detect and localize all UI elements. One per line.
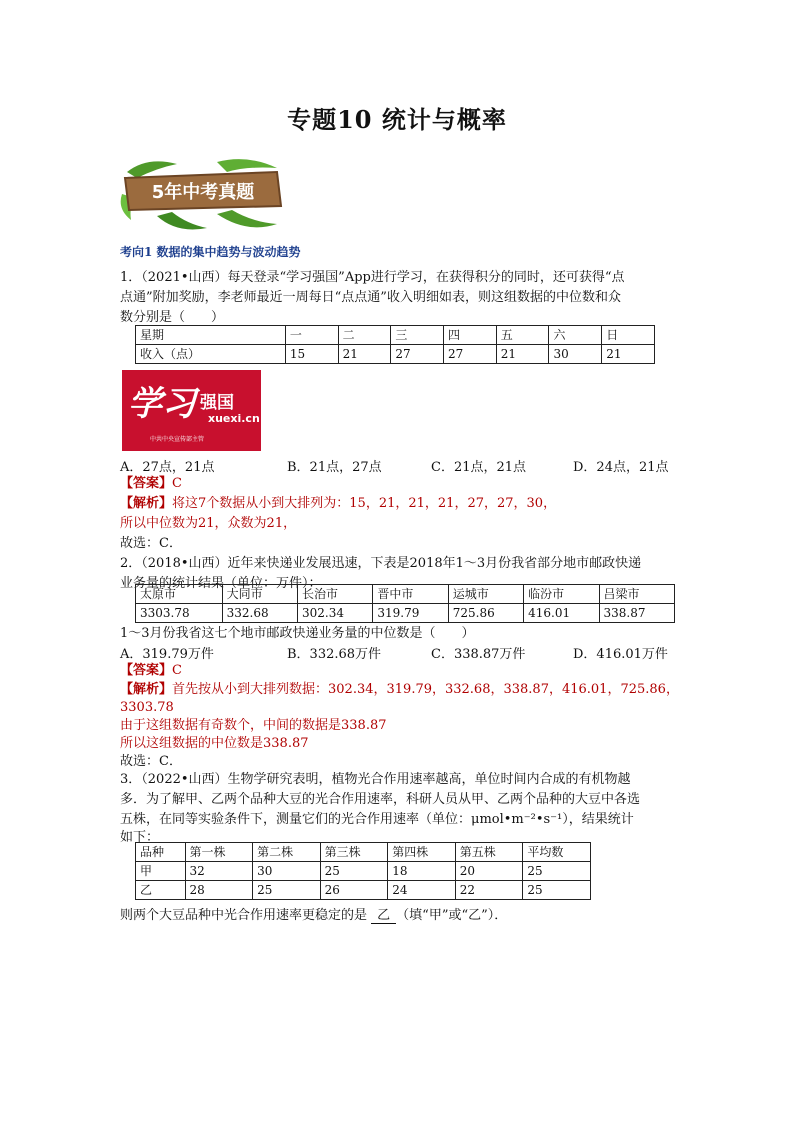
q1-table (135, 325, 655, 364)
q2-line2: 业务量的统计结果（单位：万件）： (120, 576, 322, 591)
table-cell: 吕梁市 (599, 585, 674, 604)
table-cell: 大同市 (222, 585, 297, 604)
table-cell: 30 (549, 345, 602, 364)
table-cell: 星期 (136, 326, 286, 345)
table-cell: 319.79 (373, 604, 448, 623)
table-cell: 临汾市 (524, 585, 599, 604)
table-cell: 21 (338, 345, 391, 364)
q1-option-c: C．21点，21点 (431, 460, 527, 475)
table-row (136, 843, 591, 862)
table-row (136, 881, 591, 900)
table-cell: 第三株 (320, 843, 388, 862)
q2-analysis-line2: 3303.78 (120, 700, 174, 715)
table-cell: 运城市 (448, 585, 523, 604)
table-cell: 日 (602, 326, 655, 345)
xuexi-logo (122, 370, 261, 451)
table-cell: 18 (388, 862, 456, 881)
table-row (136, 862, 591, 881)
q3-table (135, 842, 591, 900)
table-cell: 25 (523, 862, 591, 881)
table-cell: 725.86 (448, 604, 523, 623)
table-cell: 四 (444, 326, 497, 345)
table-cell: 六 (549, 326, 602, 345)
q2-question: 1～3月份我省这七个地市邮政快递业务量的中位数是（ ） (120, 626, 475, 641)
table-cell: 晋中市 (373, 585, 448, 604)
answer-blank: 乙 (371, 908, 396, 924)
q1-analysis-line2: 所以中位数为21，众数为21， (120, 516, 297, 531)
analysis-tag: 【解析】 (120, 496, 173, 511)
table-cell: 25 (320, 862, 388, 881)
q1-option-b: B．21点，27点 (287, 460, 382, 475)
q2-analysis-line4: 所以这组数据的中位数是338.87 (120, 736, 309, 751)
question-suffix: （填“甲”或“乙”）． (396, 908, 508, 923)
answer-tag: 【答案】 (120, 476, 173, 491)
logo-main-text: 学习 (128, 384, 196, 424)
table-cell: 21 (602, 345, 655, 364)
q3-line1: 3．（2022•山西）生物学研究表明，植物光合作用速率越高，单位时间内合成的有机物越 (120, 772, 631, 787)
q2-analysis (120, 680, 680, 700)
table-cell: 32 (185, 862, 253, 881)
q2-analysis-line3: 由于这组数据有奇数个，中间的数据是338.87 (120, 718, 387, 733)
table-cell: 二 (338, 326, 391, 345)
analysis-text: 将这7个数据从小到大排列为：15，21，21，21，27，27，30， (172, 496, 557, 511)
table-cell: 20 (455, 862, 523, 881)
q2-line1: 2．（2018•山西）近年来快递业发展迅速，下表是2018年1～3月份我省部分地市邮政快递 (120, 556, 642, 571)
table-row (136, 345, 655, 364)
section-heading: 考向1 数据的集中趋势与波动趋势 (120, 245, 301, 259)
q2-option-c: C．338.87万件 (431, 647, 526, 662)
q2-option-a: A．319.79万件 (120, 647, 214, 662)
q2-option-d: D．416.01万件 (573, 647, 668, 662)
answer-value: C (172, 476, 182, 491)
q2-answer (120, 661, 680, 681)
q1-option-d: D．24点，21点 (573, 460, 669, 475)
table-cell: 26 (320, 881, 388, 900)
table-cell: 338.87 (599, 604, 674, 623)
page-title: 专题10 统计与概率 (287, 105, 507, 134)
q3-line4: 如下： (120, 830, 160, 845)
table-cell: 品种 (136, 843, 186, 862)
table-cell: 27 (444, 345, 497, 364)
q2-table (135, 584, 675, 623)
table-cell: 长治市 (298, 585, 373, 604)
analysis-text: 首先按从小到大排列数据：302.34，319.79，332.68，338.87，416.01，725.86， (172, 682, 679, 697)
table-cell: 甲 (136, 862, 186, 881)
table-cell: 25 (523, 881, 591, 900)
table-cell: 第五株 (455, 843, 523, 862)
q3-line2: 多．为了解甲、乙两个品种大豆的光合作用速率，科研人员从甲、乙两个品种的大豆中各选 (120, 792, 641, 807)
q1-line2: 点通”附加奖励，李老师最近一周每日“点点通”收入明细如表，则这组数据的中位数和众 (120, 290, 621, 305)
table-cell: 28 (185, 881, 253, 900)
table-cell: 332.68 (222, 604, 297, 623)
table-cell: 太原市 (136, 585, 223, 604)
q3-question (120, 906, 680, 926)
q2-conclusion: 故选：C． (120, 754, 182, 769)
answer-tag: 【答案】 (120, 663, 173, 678)
q2-option-b: B．332.68万件 (287, 647, 382, 662)
q1-answer (120, 474, 680, 494)
table-cell: 21 (496, 345, 549, 364)
table-cell: 302.34 (298, 604, 373, 623)
table-cell: 五 (496, 326, 549, 345)
table-row (136, 604, 675, 623)
q3-line3: 五株，在同等实验条件下，测量它们的光合作用速率（单位：μmol•m⁻²•s⁻¹），结果统计 (120, 812, 634, 827)
table-cell: 乙 (136, 881, 186, 900)
table-cell: 30 (253, 862, 321, 881)
analysis-tag: 【解析】 (120, 682, 173, 697)
table-cell: 416.01 (524, 604, 599, 623)
table-row (136, 585, 675, 604)
table-cell: 22 (455, 881, 523, 900)
table-cell: 24 (388, 881, 456, 900)
table-cell: 第四株 (388, 843, 456, 862)
q1-conclusion: 故选：C． (120, 536, 182, 551)
logo-sub-text: 中共中央宣传部主管 (150, 436, 205, 443)
table-row (136, 326, 655, 345)
exam-banner (117, 154, 287, 234)
table-cell: 25 (253, 881, 321, 900)
table-cell: 三 (391, 326, 444, 345)
q1-analysis (120, 494, 680, 514)
table-cell: 27 (391, 345, 444, 364)
logo-brand-text: 强国 (200, 393, 234, 413)
table-cell: 第一株 (185, 843, 253, 862)
table-cell: 3303.78 (136, 604, 223, 623)
question-prefix: 则两个大豆品种中光合作用速率更稳定的是 (120, 908, 368, 923)
banner-text: 5年中考真题 (151, 182, 255, 203)
q1-line1: 1．（2021•山西）每天登录“学习强国”App进行学习，在获得积分的同时，还可获得“点 (120, 270, 625, 285)
q1-option-a: A．27点，21点 (120, 460, 215, 475)
table-cell: 平均数 (523, 843, 591, 862)
logo-url-text: xuexi.cn (208, 412, 260, 425)
table-cell: 收入（点） (136, 345, 286, 364)
table-cell: 一 (285, 326, 338, 345)
answer-value: C (172, 663, 182, 678)
q1-line3: 数分别是（ ） (120, 310, 225, 325)
table-cell: 第二株 (253, 843, 321, 862)
table-cell: 15 (285, 345, 338, 364)
